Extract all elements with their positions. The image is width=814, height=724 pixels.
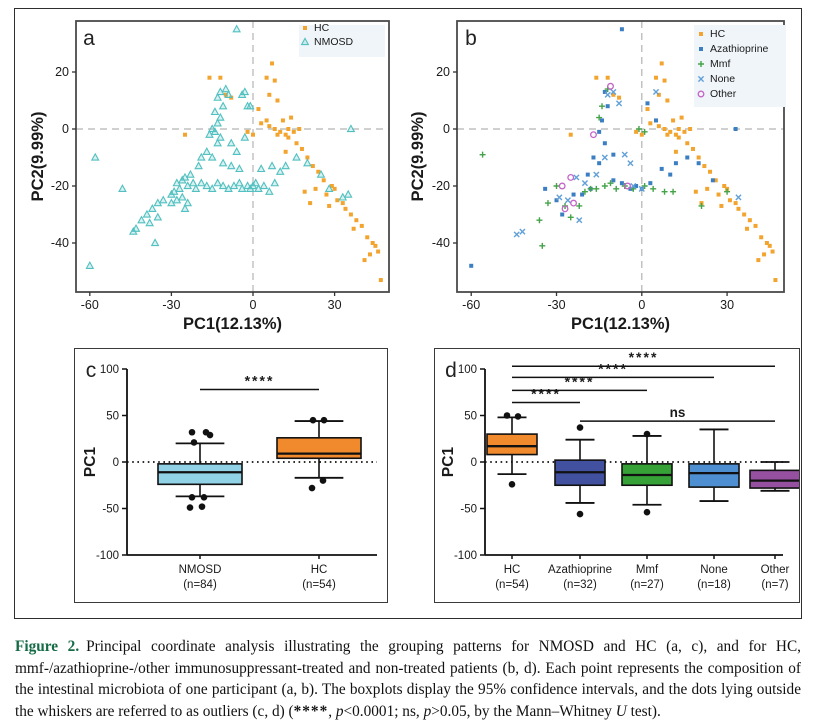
y-tick-label: -50 bbox=[460, 503, 477, 516]
box-nmosd bbox=[158, 429, 242, 511]
panel-a-scatter-plot bbox=[21, 13, 411, 335]
outlier-dot bbox=[199, 503, 206, 510]
outlier-dot bbox=[644, 509, 651, 516]
caption-segment: >0.05, by the Mann–Whitney bbox=[431, 703, 616, 721]
legend-label-other: Other bbox=[710, 88, 737, 100]
outlier-dot bbox=[515, 413, 522, 420]
x-axis-title: PC1(12.13%) bbox=[182, 315, 283, 333]
box-mmf bbox=[622, 431, 672, 516]
y-tick-label: -20 bbox=[50, 179, 69, 193]
box-hc bbox=[487, 412, 537, 487]
significance-bar bbox=[580, 405, 775, 421]
category-n-label: (n=54) bbox=[495, 579, 529, 591]
legend-label-mmf: Mmf bbox=[710, 58, 731, 70]
y-tick-label: -40 bbox=[50, 236, 69, 250]
panel-letter: c bbox=[85, 359, 97, 382]
significance-label: **** bbox=[531, 385, 561, 402]
caption-segment: p bbox=[335, 703, 344, 721]
legend-label-hc: HC bbox=[710, 28, 726, 40]
y-axis-title: PC1 bbox=[82, 446, 99, 478]
panel-b-scatter-plot bbox=[401, 13, 801, 335]
y-tick-label: 0 bbox=[443, 122, 450, 136]
y-tick-label: 100 bbox=[457, 364, 477, 376]
outlier-dot bbox=[644, 431, 651, 438]
y-tick-label: -50 bbox=[102, 503, 119, 516]
outlier-dot bbox=[191, 439, 198, 446]
figure-border bbox=[14, 8, 802, 619]
category-label: Other bbox=[760, 564, 790, 576]
y-tick-label: 50 bbox=[464, 410, 477, 423]
caption-segment: U bbox=[615, 703, 627, 721]
scatter-series-hc bbox=[183, 61, 383, 282]
category-label: Mmf bbox=[635, 564, 659, 576]
y-axis-title: PC2(9.99%) bbox=[29, 111, 47, 202]
y-tick-label: -20 bbox=[431, 179, 450, 193]
significance-label: **** bbox=[244, 372, 275, 389]
panel-c-boxplot bbox=[74, 348, 388, 603]
y-axis-title: PC2(9.99%) bbox=[409, 111, 427, 202]
caption-segment: <0.0001; ns, bbox=[343, 703, 424, 721]
x-tick-label: -30 bbox=[547, 298, 566, 312]
scatter-svg-a bbox=[21, 13, 411, 335]
outlier-dot bbox=[321, 417, 328, 424]
y-tick-label: 100 bbox=[99, 364, 119, 376]
category-label: HC bbox=[503, 564, 521, 576]
category-n-label: (n=54) bbox=[302, 579, 336, 591]
significance-label: **** bbox=[628, 349, 659, 366]
boxplot-svg-d bbox=[435, 349, 799, 602]
y-tick-label: -40 bbox=[431, 236, 450, 250]
caption-segment: p bbox=[423, 703, 432, 721]
figure-caption bbox=[15, 636, 801, 723]
panel-letter: b bbox=[465, 27, 477, 50]
category-label: NMOSD bbox=[178, 564, 222, 576]
y-tick-label: 20 bbox=[436, 65, 450, 79]
caption-segment: , bbox=[328, 703, 336, 721]
caption-segment: Figure 2. bbox=[15, 638, 80, 655]
outlier-dot bbox=[207, 432, 214, 439]
outlier-dot bbox=[509, 481, 516, 488]
y-tick-label: 0 bbox=[470, 457, 477, 469]
significance-bar bbox=[512, 349, 775, 366]
y-axis-title: PC1 bbox=[440, 446, 457, 478]
y-tick-label: 0 bbox=[62, 122, 69, 136]
x-tick-label: -60 bbox=[462, 298, 481, 312]
outlier-dot bbox=[577, 424, 584, 431]
outlier-dot bbox=[320, 477, 327, 484]
x-tick-label: -60 bbox=[80, 298, 99, 312]
y-tick-label: 0 bbox=[112, 457, 119, 469]
outlier-dot bbox=[189, 429, 196, 436]
box-azathioprine bbox=[555, 424, 605, 517]
significance-label: **** bbox=[564, 373, 595, 390]
outlier-dot bbox=[189, 494, 196, 501]
plot-frame bbox=[76, 21, 389, 292]
significance-label: **** bbox=[598, 360, 628, 377]
caption-segment: test). bbox=[626, 703, 661, 721]
scatter-svg-b bbox=[401, 13, 801, 335]
x-axis-title: PC1(12.13%) bbox=[570, 315, 671, 333]
legend-label-nmosd: NMOSD bbox=[314, 36, 354, 48]
boxplot-svg-c bbox=[75, 349, 387, 602]
panel-letter: a bbox=[83, 27, 95, 50]
box-other bbox=[750, 462, 799, 491]
outlier-dot bbox=[577, 511, 584, 518]
category-n-label: (n=84) bbox=[183, 579, 217, 591]
scatter-series-none bbox=[514, 89, 741, 237]
x-tick-label: 0 bbox=[638, 298, 646, 312]
legend-label-hc: HC bbox=[314, 22, 330, 34]
box-none bbox=[689, 429, 739, 501]
category-n-label: (n=7) bbox=[761, 579, 789, 591]
x-tick-label: -30 bbox=[162, 298, 181, 312]
y-tick-label: 50 bbox=[106, 410, 119, 423]
significance-bar bbox=[512, 360, 714, 377]
x-tick-label: 30 bbox=[720, 298, 735, 312]
outlier-dot bbox=[187, 504, 194, 511]
caption-segment: **** bbox=[293, 703, 329, 721]
legend-box bbox=[694, 25, 786, 107]
x-tick-label: 0 bbox=[249, 298, 257, 312]
outlier-dot bbox=[309, 485, 316, 492]
category-n-label: (n=32) bbox=[563, 579, 597, 591]
y-tick-label: -100 bbox=[453, 550, 477, 562]
outlier-dot bbox=[201, 494, 208, 501]
category-label: None bbox=[700, 564, 728, 576]
category-label: Azathioprine bbox=[548, 564, 612, 576]
category-n-label: (n=18) bbox=[697, 579, 731, 591]
box-hc bbox=[277, 417, 361, 491]
panel-letter: d bbox=[445, 359, 457, 382]
legend-label-azathioprine: Azathioprine bbox=[710, 43, 769, 55]
category-n-label: (n=27) bbox=[630, 579, 664, 591]
y-tick-label: 20 bbox=[55, 65, 69, 79]
y-tick-label: -100 bbox=[95, 550, 119, 562]
caption-segment: Principal coordinate analysis illustrating the grouping patterns for NMOSD and HC (a, c), and for HC, mmf-/azathioprine-/other immunosuppressant-treated and non-treated patients (b, d). Each point represents the composition of the intestinal microbiota of one participant (a, b). The boxplots display the 95% confidence intervals, and the dots lying outside the whiskers are referred to as outliers (c, d) ( bbox=[15, 638, 801, 721]
legend-label-none: None bbox=[710, 73, 736, 85]
significance-label: ns bbox=[669, 405, 686, 421]
outlier-dot bbox=[310, 417, 317, 424]
outlier-dot bbox=[504, 412, 511, 419]
x-tick-label: 30 bbox=[327, 298, 342, 312]
category-label: HC bbox=[310, 564, 328, 576]
scatter-series-nmosd bbox=[86, 26, 354, 269]
significance-bar bbox=[200, 372, 319, 389]
panel-d-boxplot bbox=[434, 348, 800, 603]
scatter-series-mmf bbox=[480, 86, 730, 249]
